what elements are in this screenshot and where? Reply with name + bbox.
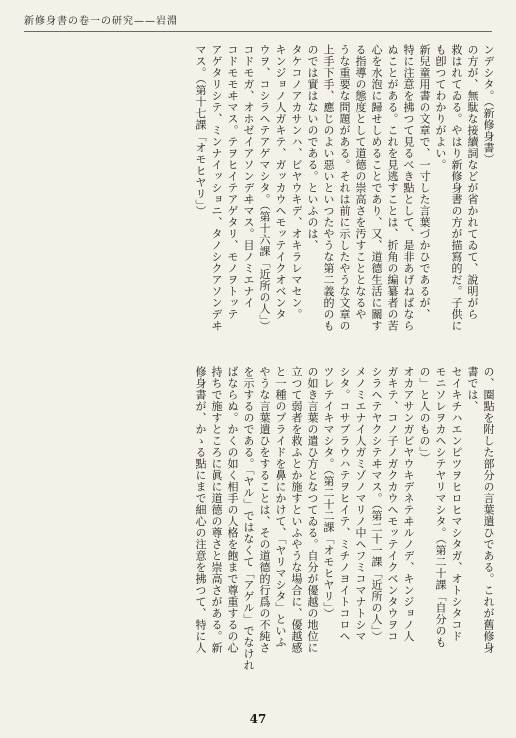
text-line: 救はれてゐる。やはり新修身書の方が描寫的だ。子供に <box>450 44 463 332</box>
text-line: ウヲ、コシラヘテアゲマシタ。（第十六課「近所の人」） <box>258 44 271 332</box>
text-line: と一種のプライドを鼻にかけて、「ヤリマシタ」といふ <box>274 366 287 648</box>
lower-text-block <box>22 366 496 698</box>
text-line: モニソレヲカヘシテヤリマシタ。（第二十課「自分のも <box>434 366 447 648</box>
running-header-text: 新修身書の卷一の研究——岩淵 <box>24 16 178 27</box>
text-line: 修身書が、かゝる點にまで細心の注意を拂つて、特に人 <box>194 366 207 654</box>
text-line: マス。（第十七課「オモヒヤリ」） <box>194 44 207 217</box>
text-line: セイキチハエンピツヲヒロヒマシタガ、オトシタコド <box>450 366 463 642</box>
page-number-text: 47 <box>249 712 267 726</box>
text-line: 上手下手、應じのよい惡いといつたやうな第二義的のも <box>322 44 335 332</box>
text-line: メノミエナイ人ガミゾノマリノ中ヘフミコマナトシマ <box>354 366 367 642</box>
text-line: うな重要な問題がある。それは前に示したやうな文章の <box>338 44 351 332</box>
text-line: の如き言葉の遣ひ方となつてゐる。自分が優越の地位に <box>306 366 319 654</box>
text-line: シタ。コサブラウハテヲヒイテ、ミチノヨイトコロヘ <box>338 366 351 642</box>
text-line: 持ちで施すところに眞に道德の尊さと崇高さがある。新 <box>210 366 223 654</box>
text-line: コドモガ、オホゼイアソンデヰマス。目ノミエナイ <box>242 44 255 309</box>
text-line: の方が、無駄な接續詞などが省かれてゐて、說明がら <box>466 44 479 320</box>
text-line: キンジョノ人ガキテ、ガッカウヘモッテイクオベンタ <box>274 44 287 320</box>
text-line: の、圈點を附した部分の言葉遣ひである。これが舊修身 <box>482 366 495 654</box>
running-header <box>24 12 492 32</box>
text-line: ンデシタ。（新修身書） <box>482 44 495 165</box>
text-line: 心を水泡に歸せしめることであり、又、道德生活に關す <box>370 44 383 332</box>
text-line: ばならぬ。かくの如く相手の人格を飽まで尊重するの心 <box>226 366 239 654</box>
text-line: やうな言葉遣ひをすることは、その道德的行爲の不純さ <box>258 366 271 654</box>
text-line: コドモモヰマス。テヲヒイテアゲタリ、モノヲトッテ <box>226 44 239 320</box>
text-line: シラヘテヤクシテヰマス。（第二十一課「近所の人」） <box>370 366 383 643</box>
text-line: のでは實はないのである。といふのは、 <box>306 44 319 251</box>
text-line: オカアサンガビヤウキデネテヰルノデ、キンジョノ人 <box>402 366 415 642</box>
text-line: 新兒童用書の文章で、一寸した言葉づかひであるが、 <box>418 44 431 320</box>
text-line: 立つて弱者を救ふとか施すといふやうな場合に、優越感 <box>290 366 303 654</box>
text-line: アゲタリシテ、ミンナイッショニ、タノシクアソンデヰ <box>210 44 223 332</box>
upper-text-block <box>22 44 496 336</box>
text-line: ぬことがある。これを見逃すことは、折角の編纂者の苦 <box>386 44 399 332</box>
text-line: タケコノアカサンハ、ビヤウキデ、オキラレマセン。 <box>290 44 303 320</box>
text-line: も卽つてわかりがよい。 <box>434 44 447 171</box>
text-line: を示するのである。「ヤル」ではなくて「アゲル」でなけれ <box>242 366 255 671</box>
text-line: の」と人のもの」） <box>418 366 431 464</box>
text-line: 特に注意を拂つて見るべき點として、是非あげねばなら <box>402 44 415 332</box>
text-line: ツレテイキマシタ。（第二十二課「オモヒヤリ」） <box>322 366 335 620</box>
text-line: ガキテ、コノ子ノガクカウヘモッテイクベンタウヲコ <box>386 366 399 642</box>
text-line: る指導の態度として道德の崇高さを汚すこととなるや <box>354 44 367 320</box>
text-line: 書では、 <box>466 366 479 412</box>
page-number <box>0 712 516 726</box>
